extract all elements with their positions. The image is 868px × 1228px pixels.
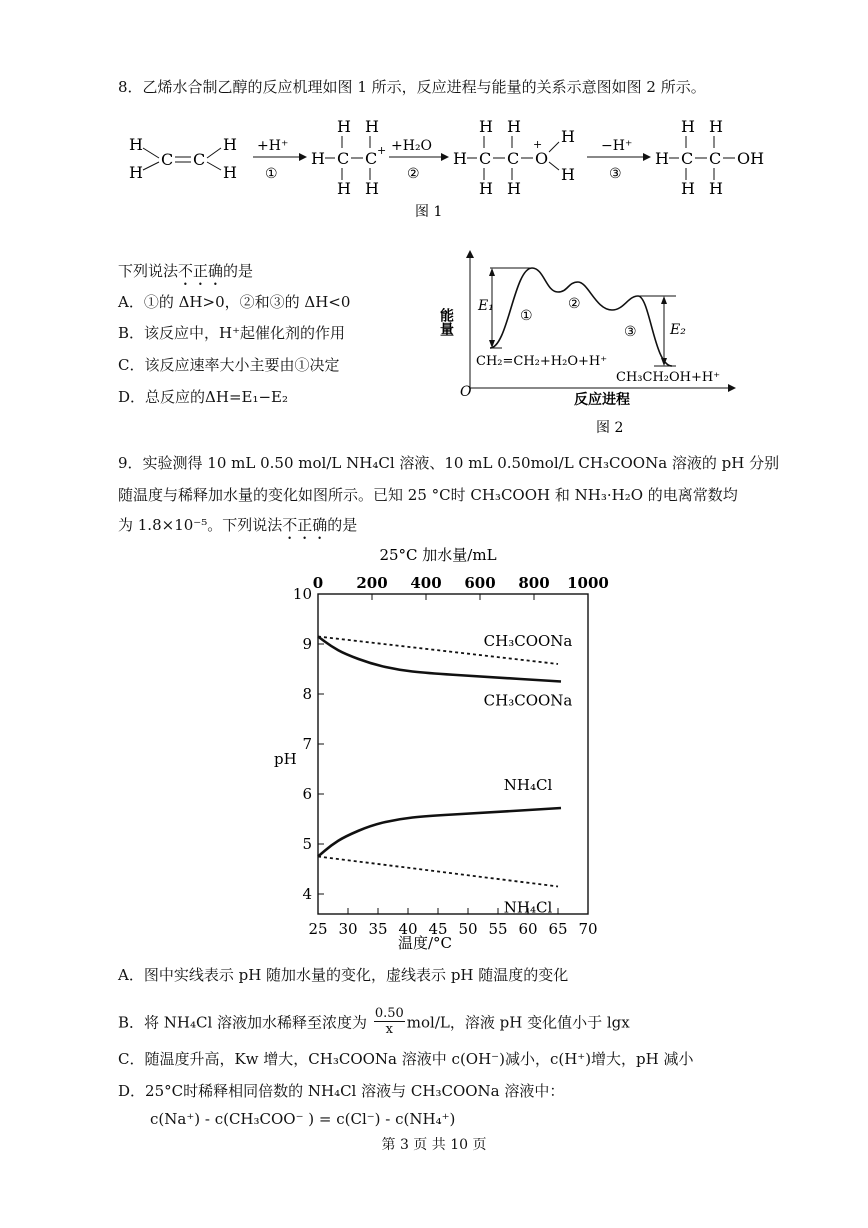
x-axis-label: 反应进程: [574, 392, 630, 408]
svg-text:H: H: [129, 163, 143, 182]
q8-option-c[interactable]: C．该反应速率大小主要由①决定: [118, 356, 340, 374]
top-tick-label: 1000: [567, 574, 609, 592]
e2-label: E₂: [670, 322, 686, 338]
q9-stem-2: 随温度与稀释加水量的变化如图所示。已知 25 °C时 CH₃COOH 和 NH₃·H₂O 的电离常数均: [118, 486, 738, 504]
x-tick-label: 55: [488, 920, 508, 938]
top-tick-label: 800: [518, 574, 550, 592]
top-tick-label: 200: [356, 574, 388, 592]
q9-stem-3-emph: 不正确: [282, 516, 328, 534]
step-3: ③: [609, 166, 622, 182]
y-tick-label: 6: [302, 785, 312, 803]
chart-y-axis-label: pH: [274, 750, 297, 768]
x-tick-label: 50: [458, 920, 478, 938]
svg-text:C: C: [161, 150, 174, 169]
y-tick-label: 7: [302, 735, 312, 753]
y-tick-label: 10: [292, 585, 312, 603]
svg-text:H: H: [223, 135, 237, 154]
svg-text:C: C: [365, 149, 378, 168]
x-tick-label: 40: [398, 920, 418, 938]
fraction-numerator: 0.50: [374, 1006, 404, 1021]
ch3coona-dashed-label: CH₃COONa: [483, 632, 573, 650]
svg-text:H: H: [311, 149, 325, 168]
nh4cl-dashed-label: NH₄Cl: [503, 898, 553, 917]
x-tick-label: 25: [308, 920, 328, 938]
svg-text:H: H: [507, 117, 521, 136]
figure-2-caption: 图 2: [596, 420, 624, 436]
fraction: [374, 1006, 405, 1037]
q9-option-b-post: mol/L，溶液 pH 变化值小于 lgx: [406, 1013, 630, 1032]
figure-2-energy-diagram: [440, 248, 760, 438]
ethylene: [129, 135, 237, 182]
svg-text:H: H: [365, 179, 379, 198]
x-tick-label: 60: [518, 920, 538, 938]
svg-text:H: H: [479, 117, 493, 136]
svg-text:H: H: [479, 179, 493, 198]
q9-option-d[interactable]: D．25°C时稀释相同倍数的 NH₄Cl 溶液与 CH₃COONa 溶液中：: [118, 1082, 565, 1100]
energy-curve: [490, 268, 672, 366]
x-tick-label: 65: [548, 920, 568, 938]
svg-text:O: O: [535, 149, 549, 168]
x-tick-label: 45: [428, 920, 448, 938]
q8-option-b[interactable]: B．该反应中，H⁺起催化剂的作用: [118, 324, 346, 342]
y-axis-label: 能量: [438, 308, 454, 336]
svg-text:C: C: [479, 149, 492, 168]
figure-1-caption: 图 1: [415, 204, 443, 220]
svg-text:+: +: [377, 144, 387, 157]
svg-text:H: H: [453, 149, 467, 168]
svg-text:C: C: [507, 149, 520, 168]
reactants-label: CH₂=CH₂+H₂O+H⁺: [476, 354, 608, 369]
svg-text:H: H: [223, 163, 237, 182]
x-tick-label: 30: [338, 920, 358, 938]
page-footer: 第 3 页 共 10 页: [381, 1137, 487, 1153]
carbocation: [311, 117, 386, 198]
nh4cl-solid-line: [318, 808, 561, 857]
q9-stem-3-pre: 为 1.8×10⁻⁵。下列说法: [118, 516, 283, 534]
q8-question-pre: 下列说法: [118, 262, 179, 280]
q8-question-post: 的是: [223, 262, 254, 280]
figure-1-mechanism: [125, 112, 785, 222]
svg-text:H: H: [561, 165, 575, 184]
q8-question: [118, 260, 253, 289]
q9-option-c[interactable]: C．随温度升高，Kw 增大，CH₃COONa 溶液中 c(OH⁻)减小，c(H⁺)增大，pH 减小: [118, 1050, 694, 1068]
nh4cl-solid-label: NH₄Cl: [503, 776, 553, 794]
chart-x-axis-label: 温度/°C: [397, 934, 453, 952]
q8-stem: 8．乙烯水合制乙醇的反应机理如图 1 所示，反应进程与能量的关系示意图如图 2 所示。: [118, 78, 706, 96]
svg-text:H: H: [709, 117, 723, 136]
fraction-denominator: x: [385, 1022, 393, 1037]
reagent-3: −H⁺: [601, 138, 633, 154]
svg-text:+: +: [533, 138, 543, 151]
q9-option-b[interactable]: [118, 1008, 630, 1039]
chart-title: 25°C 加水量/mL: [379, 546, 497, 564]
svg-text:OH: OH: [737, 149, 765, 168]
q9-option-b-pre: B．将 NH₄Cl 溶液加水稀释至浓度为: [118, 1013, 368, 1032]
svg-text:H: H: [681, 117, 695, 136]
q9-option-d-equation: c(Na⁺) - c(CH₃COO⁻ ) = c(Cl⁻) - c(NH₄⁺): [150, 1110, 456, 1128]
q8-question-emph: 不正确: [178, 262, 224, 280]
q9-stem-3-post: 的是: [327, 516, 358, 534]
svg-text:C: C: [709, 149, 722, 168]
reagent-1: +H⁺: [257, 138, 289, 154]
ethanol: [655, 117, 764, 198]
step-2: ②: [407, 166, 420, 182]
svg-text:C: C: [337, 149, 350, 168]
stage-2-label: ②: [568, 296, 581, 312]
q9-stem-1: 9．实验测得 10 mL 0.50 mol/L NH₄Cl 溶液、10 mL 0.50mol/L CH₃COONa 溶液的 pH 分别: [118, 454, 780, 472]
svg-text:H: H: [365, 117, 379, 136]
products-label: CH₃CH₂OH+H⁺: [616, 370, 721, 385]
top-tick-label: 0: [312, 574, 324, 592]
y-tick-label: 4: [302, 885, 312, 903]
e1-label: E₁: [478, 298, 494, 314]
nh4cl-dashed-line: [318, 857, 558, 887]
top-tick-label: 400: [410, 574, 442, 592]
stage-3-label: ③: [624, 324, 637, 340]
origin-label: O: [460, 384, 472, 400]
x-tick-label: 35: [368, 920, 388, 938]
svg-text:H: H: [337, 117, 351, 136]
y-tick-label: 8: [302, 685, 312, 703]
svg-text:H: H: [681, 179, 695, 198]
ch3coona-solid-label: CH₃COONa: [483, 691, 573, 710]
top-tick-label: 600: [464, 574, 496, 592]
svg-text:H: H: [129, 135, 143, 154]
svg-text:H: H: [709, 179, 723, 198]
q8-option-d[interactable]: D．总反应的ΔH=E₁−E₂: [118, 388, 289, 406]
q8-option-a[interactable]: A．①的 ΔH>0，②和③的 ΔH<0: [118, 293, 351, 311]
q9-option-a[interactable]: A．图中实线表示 pH 随加水量的变化，虚线表示 pH 随温度的变化: [118, 966, 569, 984]
svg-text:H: H: [655, 149, 669, 168]
svg-text:C: C: [193, 150, 206, 169]
stage-1-label: ①: [520, 308, 533, 324]
ph-chart: [260, 538, 620, 958]
y-tick-label: 5: [302, 835, 312, 853]
y-tick-label: 9: [302, 635, 312, 653]
x-tick-label: 70: [578, 920, 598, 938]
svg-text:H: H: [337, 179, 351, 198]
oxonium-ion: [453, 117, 575, 198]
svg-text:H: H: [561, 127, 575, 146]
step-1: ①: [265, 166, 278, 182]
svg-text:H: H: [507, 179, 521, 198]
reagent-2: +H₂O: [391, 138, 433, 154]
svg-text:C: C: [681, 149, 694, 168]
